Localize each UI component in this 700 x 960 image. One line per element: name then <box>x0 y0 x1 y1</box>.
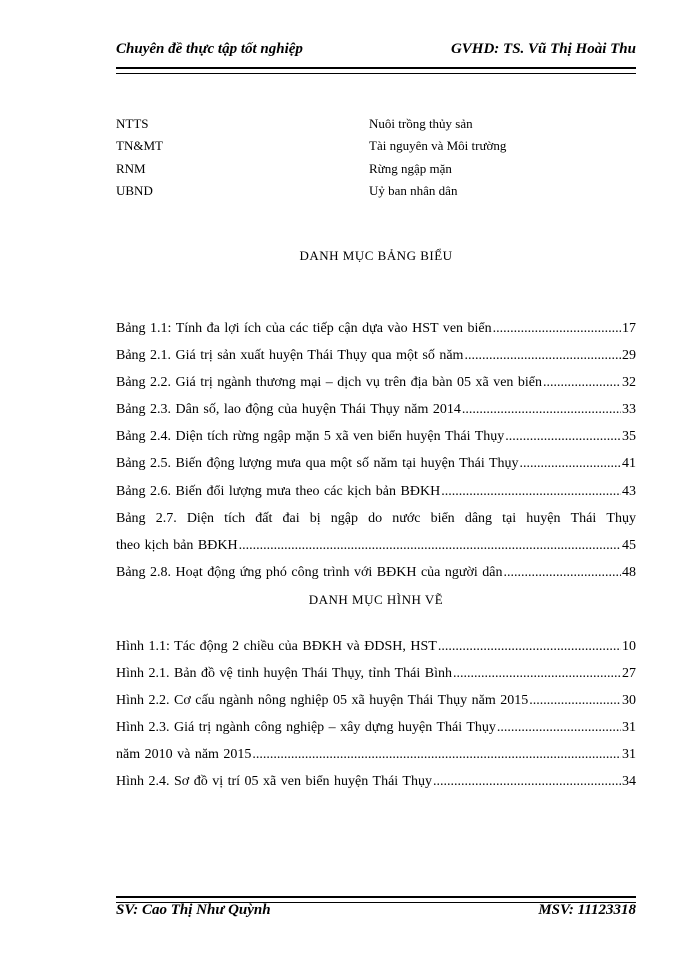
abbreviation-code: TN&MT <box>116 138 163 154</box>
toc-word: đai <box>282 510 300 526</box>
toc-page-number: 48 <box>622 564 636 580</box>
toc-entry-first-line[interactable] <box>116 505 636 532</box>
toc-word: Thụy <box>606 510 636 526</box>
figures-toc <box>116 633 636 796</box>
dot-leader <box>464 342 621 369</box>
toc-word: ngập <box>330 510 358 526</box>
toc-word: nước <box>392 510 421 526</box>
toc-entry[interactable] <box>116 342 636 369</box>
toc-entry[interactable] <box>116 687 636 714</box>
toc-entry-text: Bảng 2.4. Diện tích rừng ngập mặn 5 xã ven biển huyện Thái Thụy <box>116 429 505 445</box>
abbreviation-code: RNM <box>116 160 146 176</box>
toc-page-number: 27 <box>622 666 636 682</box>
dot-leader <box>438 633 621 660</box>
abbreviation-code: NTTS <box>116 116 149 132</box>
abbreviation-description: Uỷ ban nhân dân <box>369 183 458 199</box>
abbreviation-row <box>116 113 636 135</box>
toc-word: 2.7. <box>155 510 177 526</box>
dot-leader <box>252 741 621 768</box>
toc-entry-text: Hình 2.1. Bản đồ vệ tinh huyện Thái Thụy, tỉnh Thái Bình <box>116 666 452 682</box>
toc-entry-text: Hình 2.2. Cơ cấu ngành nông nghiệp 05 xã huyện Thái Thụy năm 2015 <box>116 693 529 709</box>
toc-page-number: 43 <box>622 483 636 499</box>
abbreviation-row <box>116 135 636 157</box>
dot-leader <box>529 687 621 714</box>
toc-entry-text: năm 2010 và năm 2015 <box>116 747 252 763</box>
dot-leader <box>493 315 621 342</box>
abbreviation-code: UBND <box>116 183 153 199</box>
toc-entry[interactable] <box>116 315 636 342</box>
toc-word: Thái <box>570 510 597 526</box>
toc-entry-text: Bảng 2.3. Dân số, lao động của huyện Thái Thụy năm 2014 <box>116 402 461 418</box>
page-footer <box>116 902 636 919</box>
toc-entry[interactable] <box>116 369 636 396</box>
toc-entry-text: Bảng 1.1: Tính đa lợi ích của các tiếp cận dựa vào HST ven biển <box>116 321 492 336</box>
toc-word: bị <box>309 510 321 526</box>
header-course-title: Chuyên đề thực tập tốt nghiệp <box>116 41 303 57</box>
header-supervisor: GVHD: TS. Vũ Thị Hoài Thu <box>450 41 636 57</box>
toc-entry-text-continued: theo kịch bản BĐKH <box>116 537 238 553</box>
toc-entry-text: Bảng 2.1. Giá trị sản xuất huyện Thái Thụy qua một số năm <box>116 348 464 364</box>
toc-entry[interactable] <box>116 423 636 450</box>
toc-entry-text: Bảng 2.5. Biến động lượng mưa qua một số năm tại huyện Thái Thụy <box>116 456 519 472</box>
dot-leader <box>453 660 621 687</box>
dot-leader <box>433 768 621 795</box>
toc-word: dâng <box>464 510 493 526</box>
toc-page-number: 29 <box>622 348 636 364</box>
toc-page-number: 35 <box>622 429 636 445</box>
tables-list-title: DANH MỤC BẢNG BIỂU <box>299 248 453 263</box>
toc-word: do <box>368 510 383 526</box>
toc-page-number: 31 <box>622 720 636 736</box>
toc-word: tại <box>502 510 517 526</box>
toc-word: Diện <box>186 510 215 526</box>
toc-entry[interactable] <box>116 559 636 586</box>
dot-leader <box>239 532 621 559</box>
dot-leader <box>505 423 621 450</box>
toc-entry[interactable] <box>116 450 636 477</box>
toc-entry[interactable] <box>116 714 636 741</box>
abbreviation-description: Tài nguyên và Môi trường <box>369 138 507 154</box>
toc-entry[interactable] <box>116 768 636 795</box>
abbreviation-description: Nuôi trồng thủy sản <box>369 116 473 132</box>
toc-word: huyện <box>526 510 561 526</box>
toc-page-number: 45 <box>622 537 636 553</box>
toc-page-number: 41 <box>622 456 636 472</box>
toc-page-number: 33 <box>622 402 636 418</box>
footer-student-id: MSV: 11123318 <box>538 902 636 918</box>
abbreviation-row <box>116 158 636 180</box>
toc-entry-text: Bảng 2.8. Hoạt động ứng phó công trình với BĐKH của người dân <box>116 564 503 580</box>
toc-entry-continuation[interactable] <box>116 741 636 768</box>
abbreviation-list <box>116 113 636 202</box>
toc-page-number: 31 <box>622 747 636 763</box>
dot-leader <box>520 450 621 477</box>
toc-entry-text: Hình 1.1: Tác động 2 chiều của BĐKH và ĐDSH, HST <box>116 639 437 654</box>
dot-leader <box>462 396 621 423</box>
abbreviation-description: Rừng ngập mặn <box>369 160 452 176</box>
toc-entry-text: Hình 2.4. Sơ đồ vị trí 05 xã ven biển huyện Thái Thụy <box>116 774 432 790</box>
toc-entry-text: Bảng 2.6. Biến đổi lượng mưa theo các kịch bản BĐKH <box>116 483 441 499</box>
toc-entry-text: Hình 2.3. Giá trị ngành công nghiệp – xây dựng huyện Thái Thụy <box>116 720 496 736</box>
toc-entry[interactable] <box>116 478 636 505</box>
toc-page-number: 30 <box>622 693 636 709</box>
toc-page-number: 17 <box>622 321 636 336</box>
toc-word: đất <box>255 510 273 526</box>
toc-page-number: 10 <box>622 639 636 654</box>
dot-leader <box>543 369 621 396</box>
header-rule <box>116 67 636 74</box>
toc-page-number: 34 <box>622 774 636 790</box>
abbreviation-row <box>116 180 636 202</box>
toc-entry-text: Bảng 2.2. Giá trị ngành thương mại – dịch vụ trên địa bàn 05 xã ven biển <box>116 375 543 391</box>
footer-student-name: SV: Cao Thị Như Quỳnh <box>116 902 271 918</box>
toc-word: Bảng <box>116 510 146 526</box>
toc-word: tích <box>224 510 246 526</box>
toc-entry[interactable] <box>116 660 636 687</box>
figures-list-title: DANH MỤC HÌNH VẼ <box>308 592 444 607</box>
dot-leader <box>497 714 621 741</box>
toc-entry[interactable] <box>116 396 636 423</box>
dot-leader <box>441 478 621 505</box>
tables-toc <box>116 315 636 586</box>
toc-page-number: 32 <box>622 375 636 391</box>
dot-leader <box>504 559 622 586</box>
toc-word: biển <box>430 510 455 526</box>
page-header <box>116 41 636 58</box>
toc-entry[interactable] <box>116 633 636 660</box>
toc-entry-continuation[interactable] <box>116 532 636 559</box>
